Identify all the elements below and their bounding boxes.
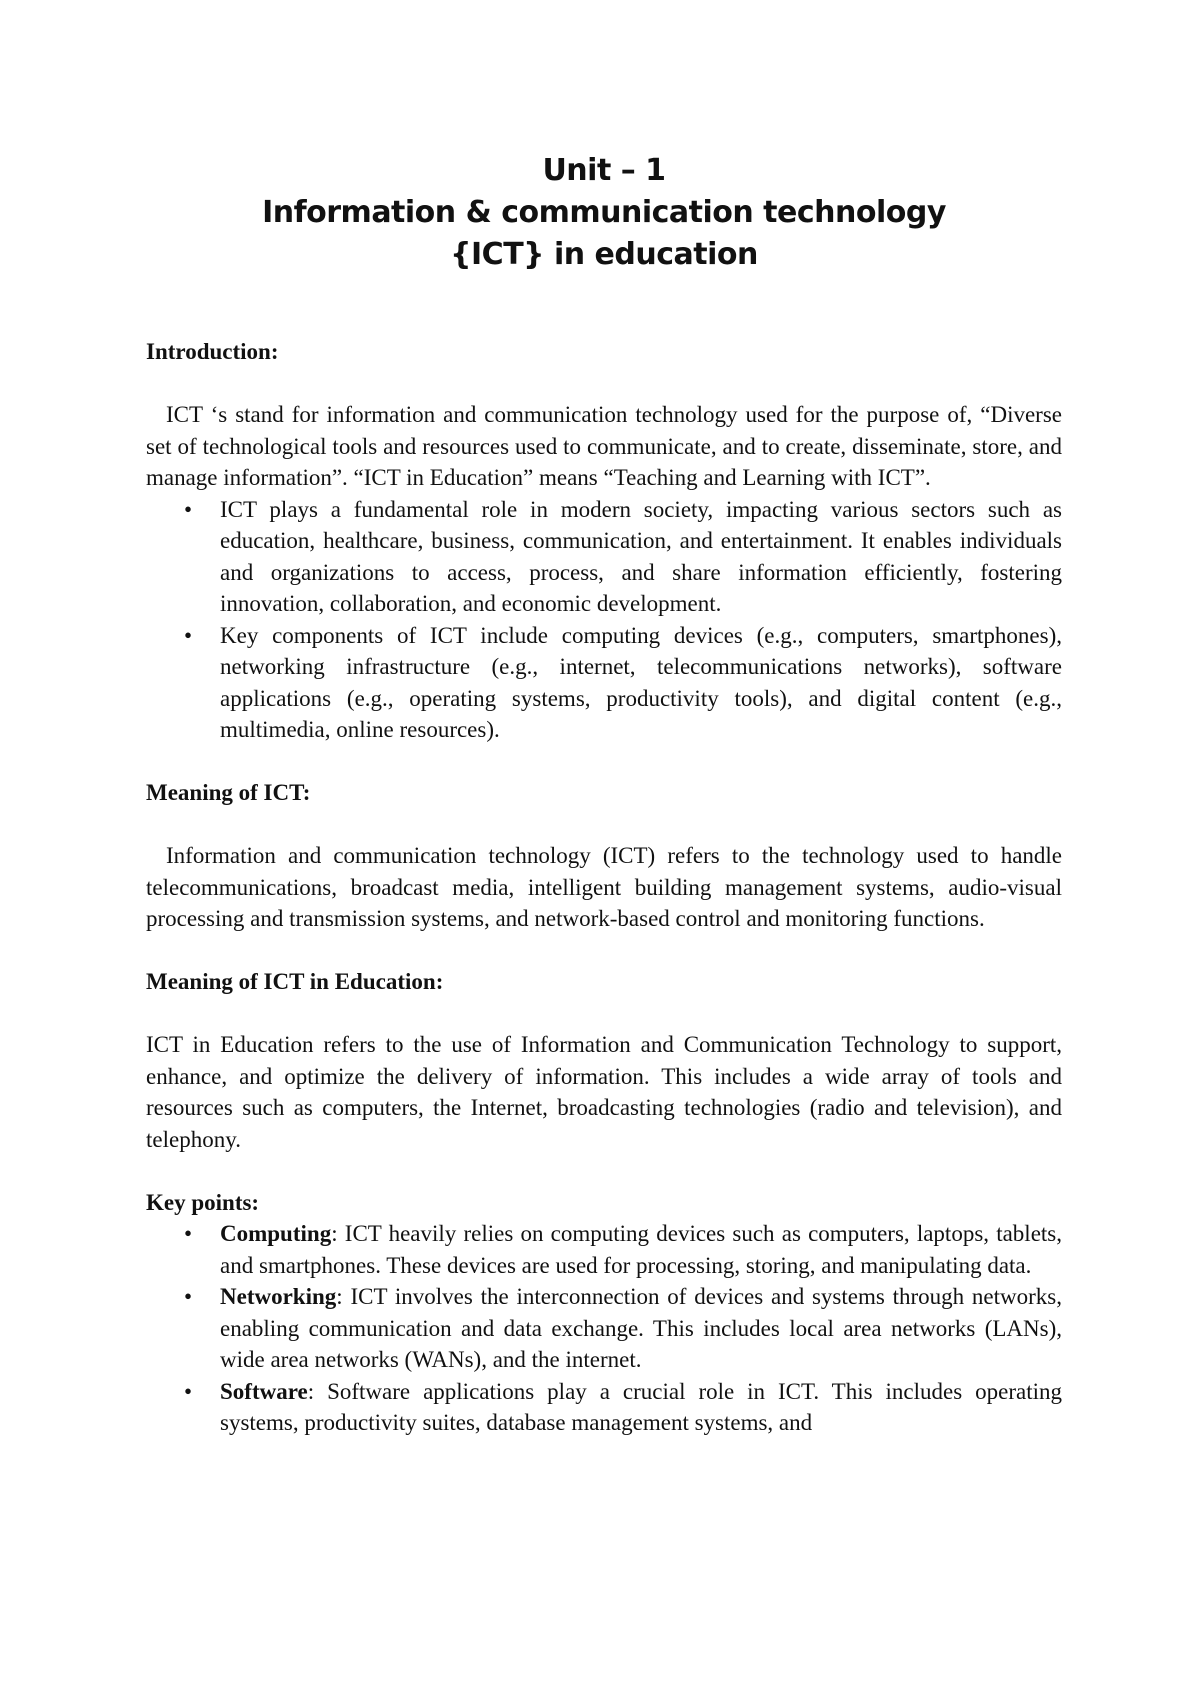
introduction-bullet-list	[146, 494, 1062, 746]
spacer	[146, 809, 1062, 841]
key-point-text: : ICT heavily relies on computing devices such as computers, laptops, tablets, and smartphones. These devices are used for processing, storing, and manipulating data.	[220, 1221, 1062, 1278]
spacer	[146, 1155, 1062, 1187]
list-item	[184, 1281, 1062, 1376]
bullet-icon: •	[184, 1284, 193, 1309]
list-item-text: ICT plays a fundamental role in modern society, impacting various sectors such as education, healthcare, business, communication, and entertainment. It enables individuals and organizations to access, process, and share information efficiently, fostering innovation, collaboration, and economic development.	[220, 496, 1062, 616]
meaning-of-ict-heading: Meaning of ICT:	[146, 780, 311, 805]
list-item	[184, 1218, 1062, 1281]
bullet-icon: •	[184, 1221, 193, 1246]
spacer	[146, 998, 1062, 1030]
spacer	[146, 935, 1062, 967]
key-point-text: : ICT involves the interconnection of devices and systems through networks, enabling communication and data exchange. This includes local area networks (LANs), wide area networks (WANs), and the internet.	[220, 1284, 1062, 1372]
list-item	[184, 620, 1062, 746]
document-title	[146, 150, 1062, 276]
list-item	[184, 494, 1062, 620]
list-item-text: Key components of ICT include computing devices (e.g., computers, smartphones), networking infrastructure (e.g., internet, telecommunications networks), software applications (e.g., operating systems, productivity tools), and digital content (e.g., multimedia, online resources).	[220, 622, 1062, 742]
spacer	[146, 746, 1062, 778]
spacer	[146, 368, 1062, 400]
key-points-heading: Key points:	[146, 1189, 260, 1215]
introduction-heading: Introduction:	[146, 339, 279, 364]
key-point-text: : Software applications play a crucial role in ICT. This includes operating systems, productivity suites, database management systems, and	[220, 1378, 1062, 1435]
key-point-term: Networking	[220, 1284, 337, 1309]
meaning-of-ict-in-education-paragraph: ICT in Education refers to the use of Information and Communication Technology to support, enhance, and optimize the delivery of information. This includes a wide array of tools and resources such as computers, the Internet, broadcasting technologies (radio and television), and telephony.	[146, 1032, 1062, 1152]
title-sub: {ICT} in education	[450, 237, 758, 272]
title-main: Information & communication technology	[262, 195, 946, 230]
bullet-icon: •	[184, 1378, 193, 1404]
meaning-of-ict-in-education-heading: Meaning of ICT in Education:	[146, 969, 444, 994]
introduction-paragraph: ICT ‘s stand for information and communication technology used for the purpose of, “Diverse set of technological tools and resources used to communicate, and to create, disseminate, store, and manage information”. “ICT in Education” means “Teaching and Learning with ICT”.	[146, 402, 1062, 490]
document-body	[146, 150, 1062, 1439]
title-unit: Unit – 1	[542, 153, 666, 188]
list-item	[184, 1376, 1062, 1439]
key-point-term: Software	[220, 1378, 308, 1404]
bullet-icon: •	[184, 496, 193, 522]
key-points-list	[146, 1218, 1062, 1439]
meaning-of-ict-paragraph: Information and communication technology (ICT) refers to the technology used to handle telecommunications, broadcast media, intelligent building management systems, audio-visual processing and transmission systems, and network-based control and monitoring functions.	[146, 843, 1062, 931]
bullet-icon: •	[184, 622, 193, 648]
key-point-term: Computing	[220, 1221, 332, 1246]
